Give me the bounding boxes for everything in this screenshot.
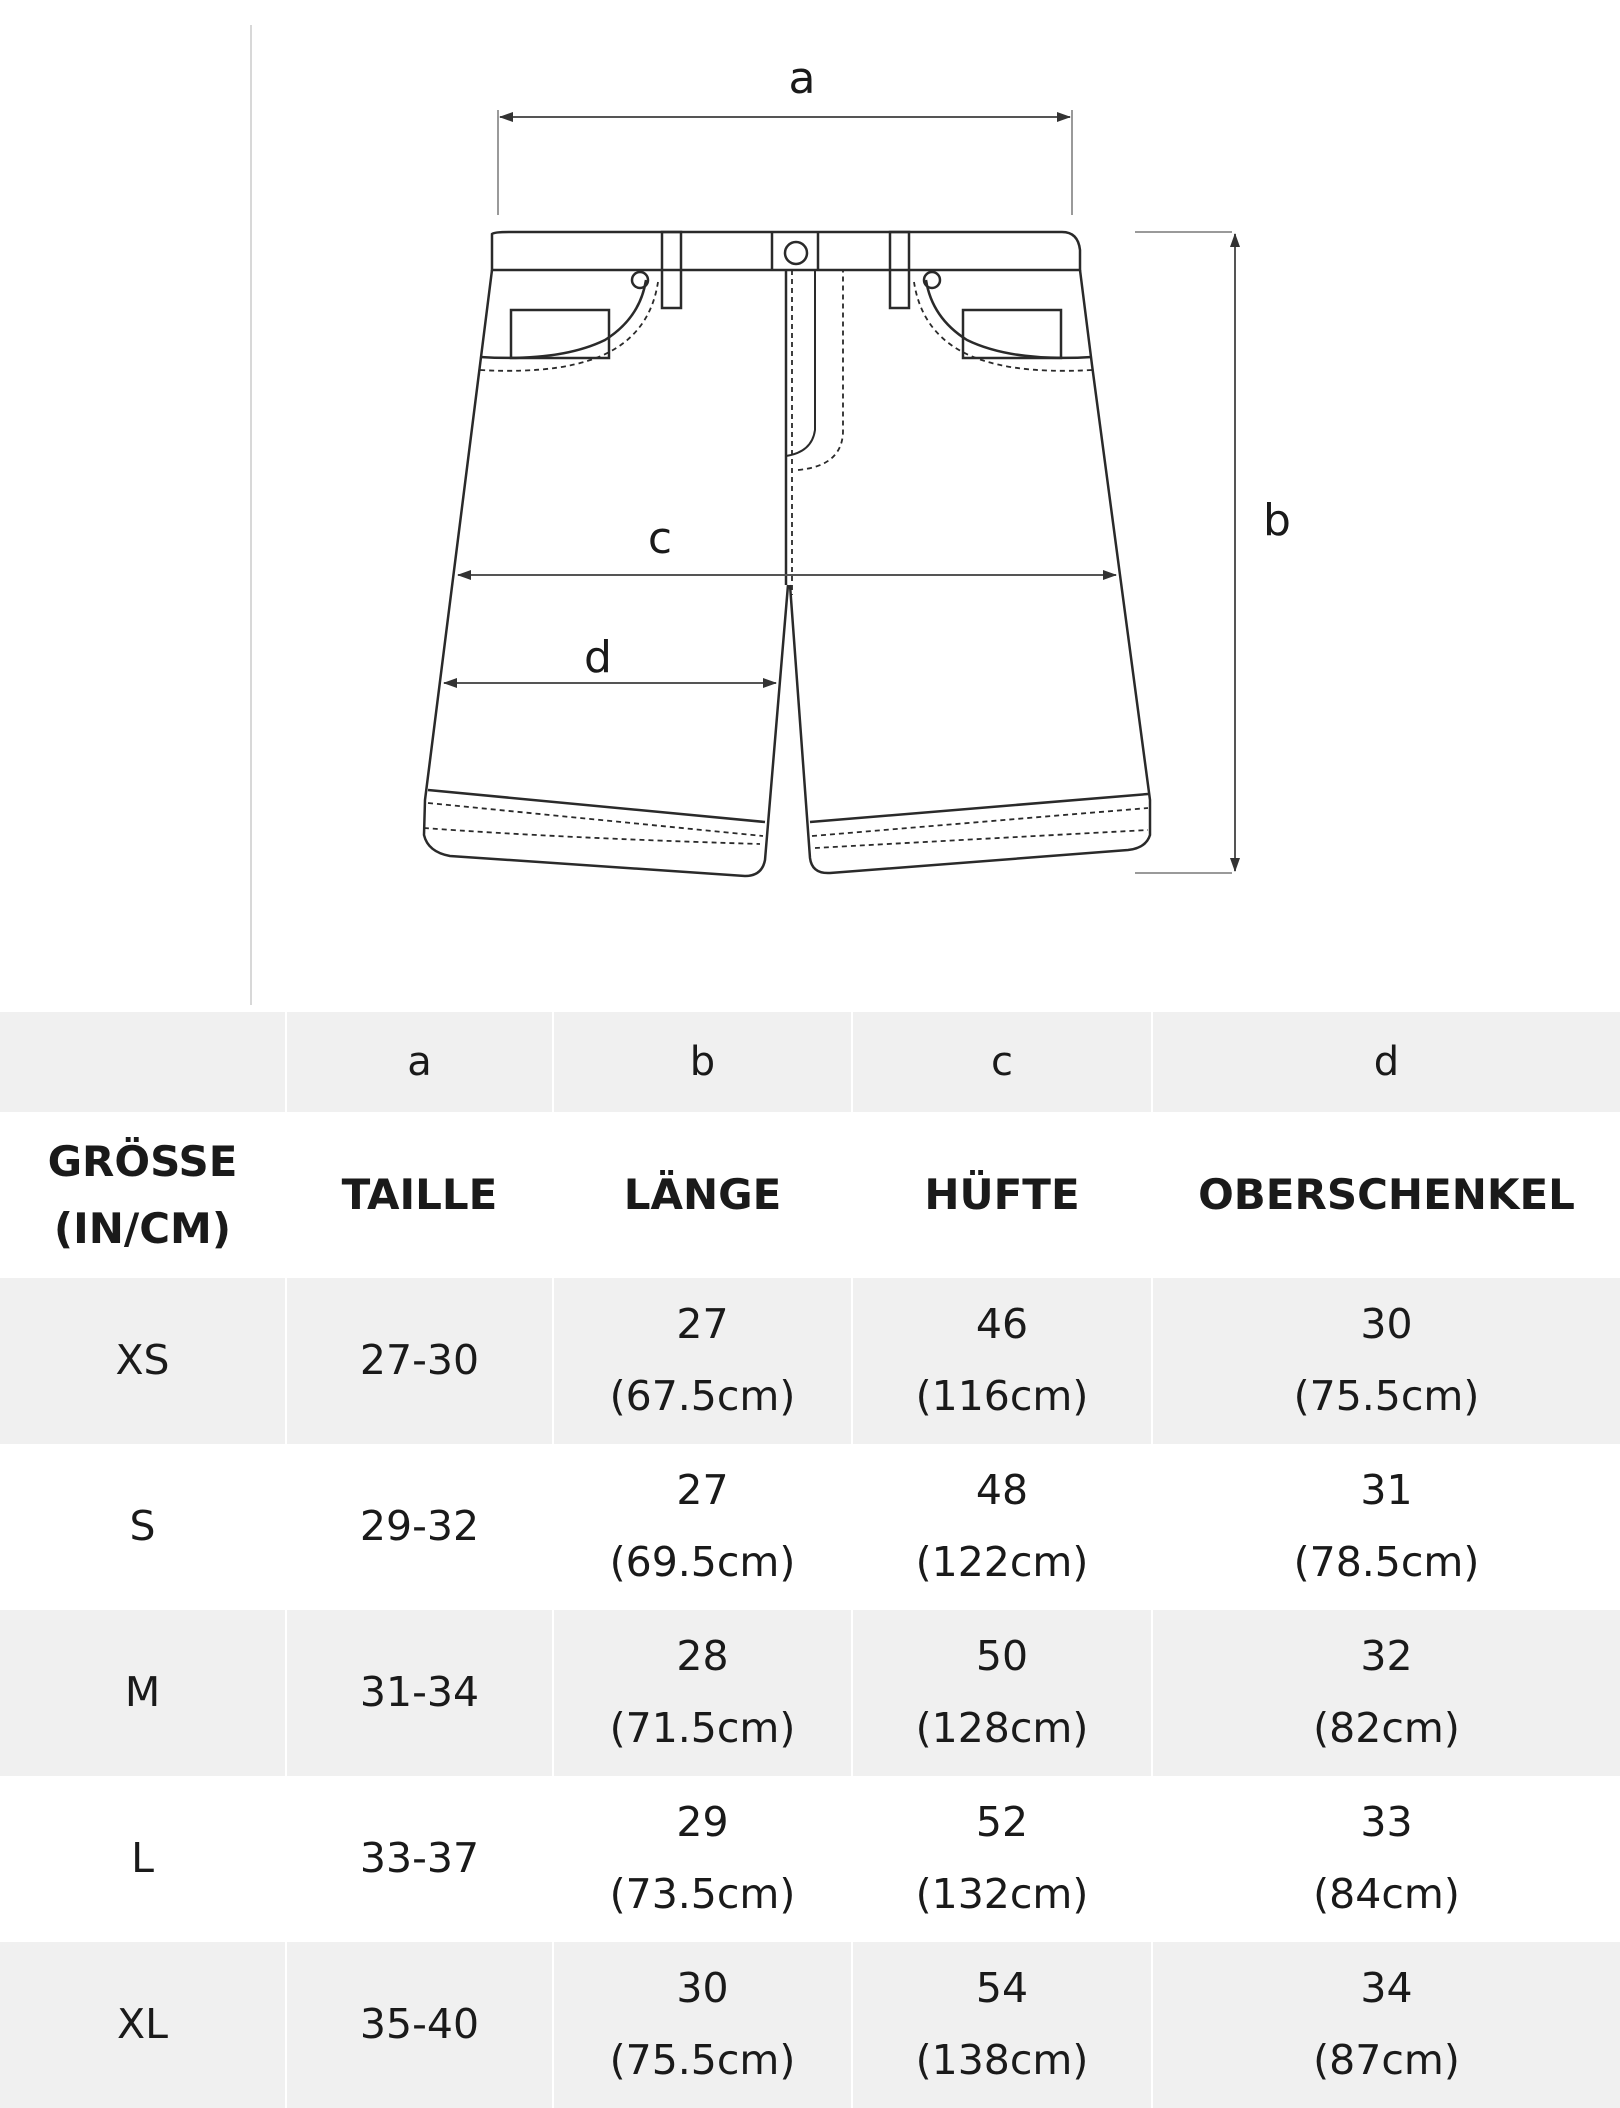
taille-cell: 29-32 bbox=[286, 1444, 553, 1610]
laenge-in: 30 bbox=[676, 1964, 729, 2013]
laenge-in: 27 bbox=[676, 1466, 729, 1515]
size-cell: S bbox=[0, 1444, 286, 1610]
measure-letter-cell: b bbox=[553, 1012, 852, 1112]
laenge-cm: (71.5cm) bbox=[609, 1704, 796, 1752]
size-cell: L bbox=[0, 1776, 286, 1942]
oberschenkel-in: 32 bbox=[1360, 1632, 1413, 1681]
size-cell: XS bbox=[0, 1278, 286, 1444]
measure-letter-cell: d bbox=[1152, 1012, 1620, 1112]
oberschenkel-cm: (87cm) bbox=[1313, 2036, 1460, 2084]
header-size bbox=[0, 1112, 286, 1278]
huefte-cell bbox=[852, 1610, 1152, 1776]
table-row bbox=[0, 1942, 1620, 2108]
taille-cell: 35-40 bbox=[286, 1942, 553, 2108]
oberschenkel-in: 31 bbox=[1360, 1466, 1413, 1515]
oberschenkel-in: 34 bbox=[1360, 1964, 1413, 2013]
measure-letter-cell bbox=[0, 1012, 286, 1112]
header-taille: TAILLE bbox=[286, 1112, 553, 1278]
shorts-icon bbox=[424, 232, 1150, 876]
measurement-diagram bbox=[0, 0, 1620, 1010]
huefte-cell bbox=[852, 1278, 1152, 1444]
label-a: a bbox=[788, 53, 816, 104]
label-c: c bbox=[647, 513, 673, 564]
dimension-a bbox=[498, 53, 1072, 215]
table-header-row bbox=[0, 1112, 1620, 1278]
huefte-in: 50 bbox=[975, 1632, 1029, 1681]
measure-letter-row bbox=[0, 1012, 1620, 1112]
huefte-cm: (138cm) bbox=[915, 2036, 1089, 2084]
table-row bbox=[0, 1278, 1620, 1444]
huefte-cm: (116cm) bbox=[915, 1372, 1089, 1420]
taille-cell: 33-37 bbox=[286, 1776, 553, 1942]
oberschenkel-cell bbox=[1152, 1610, 1620, 1776]
measure-letter-cell: a bbox=[286, 1012, 553, 1112]
huefte-in: 48 bbox=[975, 1466, 1029, 1515]
oberschenkel-cell bbox=[1152, 1444, 1620, 1610]
dimension-b bbox=[1135, 232, 1291, 873]
huefte-in: 54 bbox=[975, 1964, 1029, 2013]
oberschenkel-cm: (78.5cm) bbox=[1293, 1538, 1480, 1586]
laenge-cm: (73.5cm) bbox=[609, 1870, 796, 1918]
table-row bbox=[0, 1776, 1620, 1942]
header-oberschenkel: OBERSCHENKEL bbox=[1152, 1112, 1620, 1278]
oberschenkel-cell bbox=[1152, 1942, 1620, 2108]
oberschenkel-cm: (82cm) bbox=[1313, 1704, 1460, 1752]
huefte-cell bbox=[852, 1942, 1152, 2108]
header-size-line1: GRÖSSE bbox=[47, 1136, 238, 1186]
huefte-cm: (122cm) bbox=[915, 1538, 1089, 1586]
taille-cell: 31-34 bbox=[286, 1610, 553, 1776]
taille-cell: 27-30 bbox=[286, 1278, 553, 1444]
laenge-in: 29 bbox=[676, 1798, 729, 1847]
laenge-cell bbox=[553, 1610, 852, 1776]
dimension-d bbox=[444, 632, 776, 683]
oberschenkel-cm: (84cm) bbox=[1313, 1870, 1460, 1918]
oberschenkel-cell bbox=[1152, 1776, 1620, 1942]
huefte-in: 52 bbox=[975, 1798, 1029, 1847]
header-size-line2: (IN/CM) bbox=[53, 1204, 232, 1253]
laenge-cm: (67.5cm) bbox=[609, 1372, 796, 1420]
label-b: b bbox=[1263, 495, 1291, 546]
oberschenkel-in: 30 bbox=[1360, 1300, 1413, 1349]
laenge-cm: (69.5cm) bbox=[609, 1538, 796, 1586]
laenge-in: 27 bbox=[676, 1300, 729, 1349]
size-cell: M bbox=[0, 1610, 286, 1776]
laenge-cell bbox=[553, 1278, 852, 1444]
huefte-cm: (128cm) bbox=[915, 1704, 1089, 1752]
size-chart-table bbox=[0, 1012, 1620, 2108]
huefte-cm: (132cm) bbox=[915, 1870, 1089, 1918]
oberschenkel-in: 33 bbox=[1360, 1798, 1413, 1847]
laenge-in: 28 bbox=[676, 1632, 729, 1681]
size-cell: XL bbox=[0, 1942, 286, 2108]
huefte-in: 46 bbox=[975, 1300, 1029, 1349]
oberschenkel-cm: (75.5cm) bbox=[1293, 1372, 1480, 1420]
laenge-cell bbox=[553, 1444, 852, 1610]
table-row bbox=[0, 1610, 1620, 1776]
laenge-cm: (75.5cm) bbox=[609, 2036, 796, 2084]
table-row bbox=[0, 1444, 1620, 1610]
label-d: d bbox=[584, 632, 612, 683]
laenge-cell bbox=[553, 1942, 852, 2108]
measure-letter-cell: c bbox=[852, 1012, 1152, 1112]
shorts-diagram bbox=[0, 0, 1620, 1010]
header-laenge: LÄNGE bbox=[553, 1112, 852, 1278]
header-huefte: HÜFTE bbox=[852, 1112, 1152, 1278]
huefte-cell bbox=[852, 1776, 1152, 1942]
laenge-cell bbox=[553, 1776, 852, 1942]
oberschenkel-cell bbox=[1152, 1278, 1620, 1444]
huefte-cell bbox=[852, 1444, 1152, 1610]
